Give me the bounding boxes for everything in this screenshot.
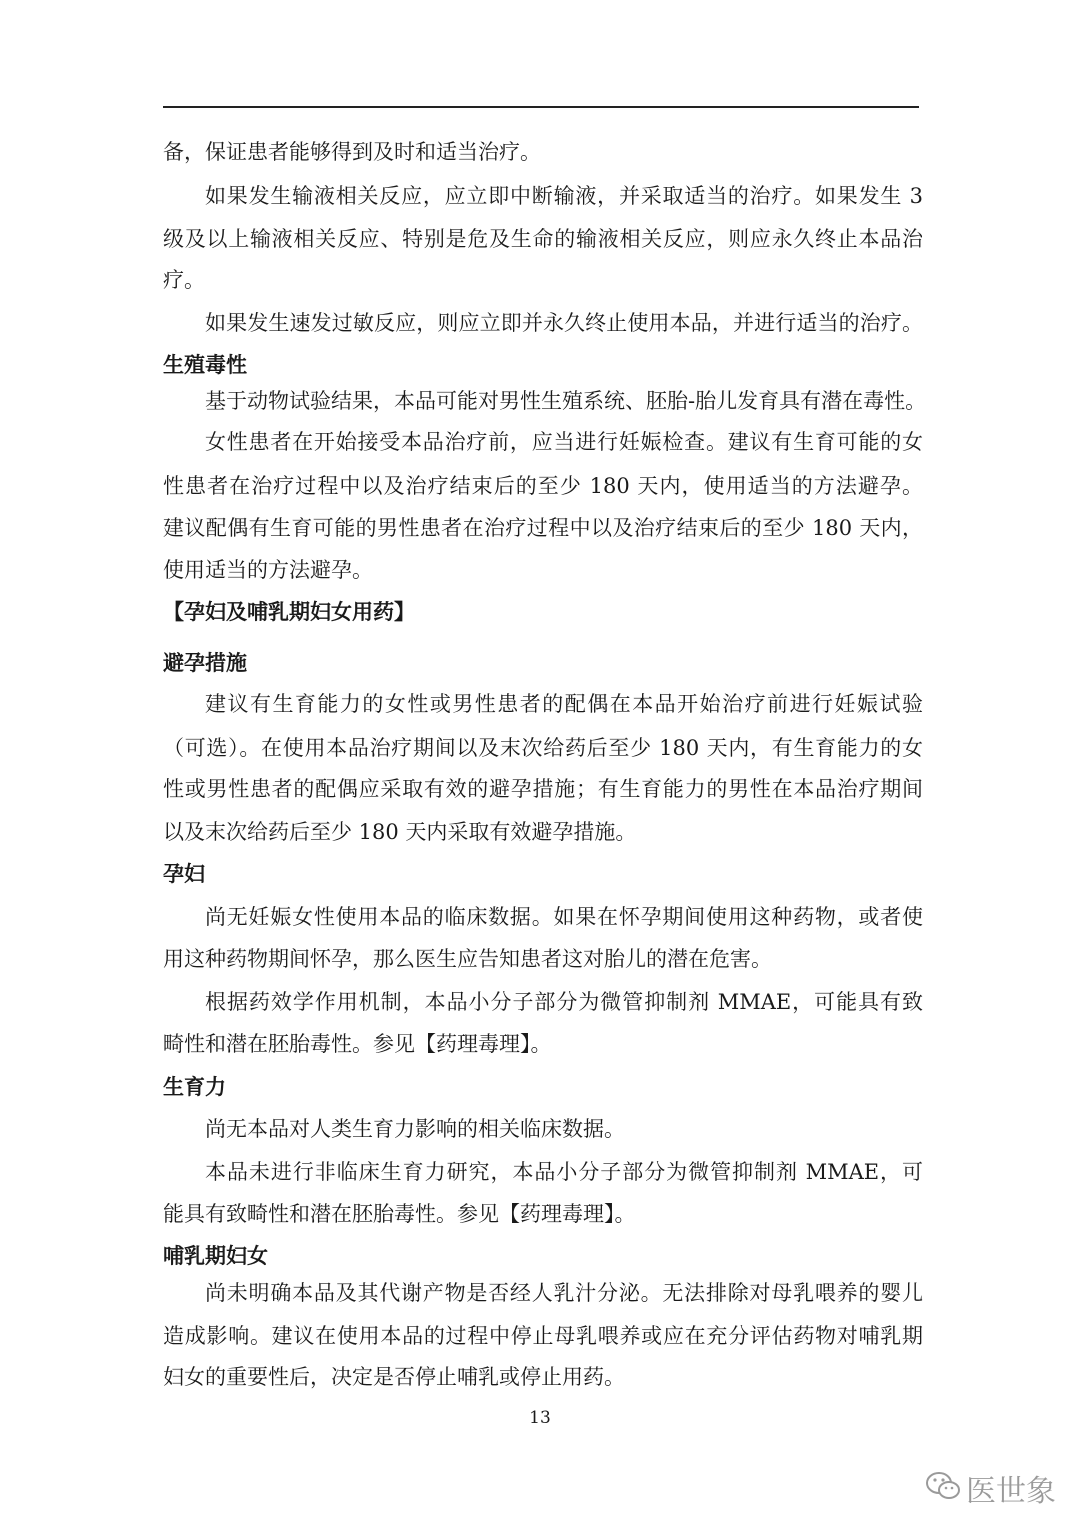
page-number: 13 — [529, 1408, 551, 1428]
wechat-icon — [924, 1470, 962, 1502]
header-rule — [163, 106, 919, 108]
watermark — [924, 1460, 1064, 1510]
body-line: 如果发生输液相关反应，应立即中断输液，并采取适当的治疗。如果发生 3 — [205, 184, 923, 208]
section-heading: 哺乳期妇女 — [163, 1244, 268, 1268]
body-line: 建议有生育能力的女性或男性患者的配偶在本品开始治疗前进行妊娠试验 — [205, 692, 923, 716]
section-heading: 孕妇 — [163, 862, 205, 886]
body-line: 能具有致畸性和潜在胚胎毒性。参见【药理毒理】。 — [163, 1202, 636, 1226]
body-line: 如果发生速发过敏反应，则应立即并永久终止使用本品，并进行适当的治疗。 — [205, 311, 923, 335]
body-line: 女性患者在开始接受本品治疗前，应当进行妊娠检查。建议有生育可能的女 — [205, 430, 923, 454]
body-line: 妇女的重要性后，决定是否停止哺乳或停止用药。 — [163, 1365, 625, 1389]
body-line: 基于动物试验结果，本品可能对男性生殖系统、胚胎-胎儿发育具有潜在毒性。 — [205, 389, 927, 413]
body-line: 性患者在治疗过程中以及治疗结束后的至少 180 天内，使用适当的方法避孕。 — [163, 474, 923, 498]
body-line: 本品未进行非临床生育力研究，本品小分子部分为微管抑制剂 MMAE，可 — [205, 1160, 923, 1184]
body-line: 性或男性患者的配偶应采取有效的避孕措施；有生育能力的男性在本品治疗期间 — [163, 777, 923, 801]
body-line: 使用适当的方法避孕。 — [163, 558, 373, 582]
section-heading: 【孕妇及哺乳期妇女用药】 — [163, 600, 415, 624]
body-line: 根据药效学作用机制，本品小分子部分为微管抑制剂 MMAE，可能具有致 — [205, 990, 923, 1014]
body-line: 尚未明确本品及其代谢产物是否经人乳汁分泌。无法排除对母乳喂养的婴儿 — [205, 1281, 923, 1305]
section-heading: 生育力 — [163, 1075, 226, 1099]
watermark-text: 医世象 — [966, 1474, 1056, 1509]
body-line: 用这种药物期间怀孕，那么医生应告知患者这对胎儿的潜在危害。 — [163, 947, 772, 971]
body-line: 尚无妊娠女性使用本品的临床数据。如果在怀孕期间使用这种药物，或者使 — [205, 905, 923, 929]
body-line: 疗。 — [163, 268, 205, 292]
body-line: （可选）。在使用本品治疗期间以及末次给药后至少 180 天内，有生育能力的女 — [163, 736, 923, 760]
body-line: 建议配偶有生育可能的男性患者在治疗过程中以及治疗结束后的至少 180 天内， — [163, 516, 923, 540]
section-heading: 避孕措施 — [163, 651, 247, 675]
body-line: 畸性和潜在胚胎毒性。参见【药理毒理】。 — [163, 1032, 552, 1056]
body-line: 级及以上输液相关反应、特别是危及生命的输液相关反应，则应永久终止本品治 — [163, 227, 923, 251]
section-heading: 生殖毒性 — [163, 353, 247, 377]
body-line: 备，保证患者能够得到及时和适当治疗。 — [163, 140, 541, 164]
body-line: 造成影响。建议在使用本品的过程中停止母乳喂养或应在充分评估药物对哺乳期 — [163, 1324, 923, 1348]
body-line: 尚无本品对人类生育力影响的相关临床数据。 — [205, 1117, 625, 1141]
body-line: 以及末次给药后至少 180 天内采取有效避孕措施。 — [163, 820, 637, 844]
